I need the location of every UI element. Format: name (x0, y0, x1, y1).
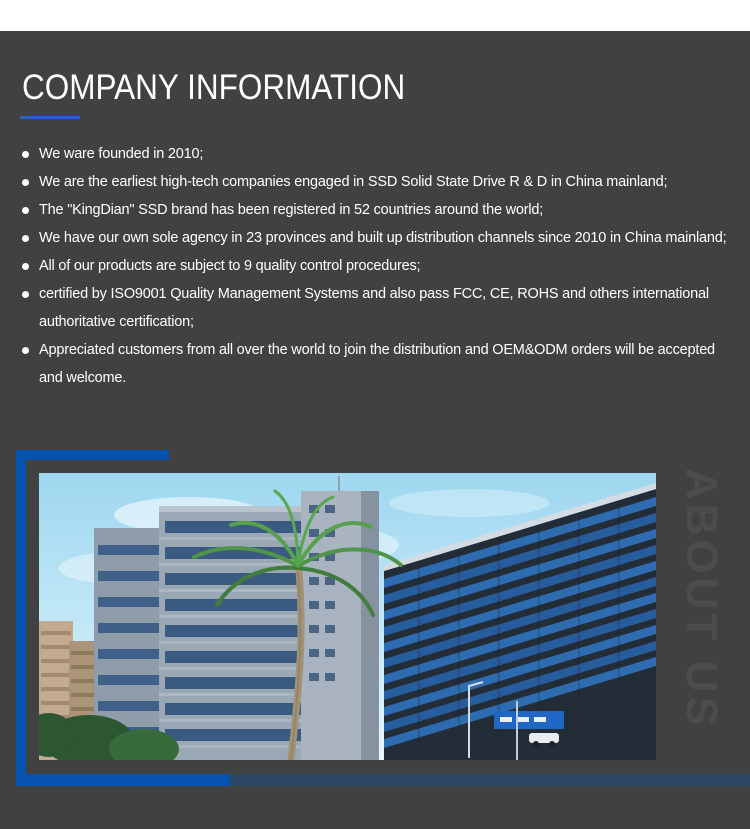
fact-text: The "KingDian" SSD brand has been registered in 52 countries around the world; (39, 202, 544, 218)
fact-text: We ware founded in 2010; (39, 146, 204, 162)
accent-bracket-top (16, 450, 169, 460)
company-fact (22, 252, 728, 280)
bullet-icon (22, 291, 29, 298)
fact-text: All of our products are subject to 9 quality control procedures; (39, 258, 421, 274)
about-us-watermark: ABOUT US (677, 468, 726, 730)
company-fact (22, 196, 728, 224)
page-title: COMPANY INFORMATION (22, 68, 406, 107)
car (529, 733, 559, 743)
bullet-icon (22, 235, 29, 242)
company-facts-list (22, 140, 728, 392)
bullet-icon (22, 207, 29, 214)
bullet-icon (22, 151, 29, 158)
company-fact (22, 140, 728, 168)
bullet-icon (22, 263, 29, 270)
company-fact (22, 280, 728, 336)
fact-text: Appreciated customers from all over the world to join the distribution and OEM&ODM orders will be accepted and welcome. (39, 342, 715, 386)
accent-bracket-vertical (16, 450, 26, 786)
company-fact (22, 168, 728, 196)
fact-text: We are the earliest high-tech companies engaged in SSD Solid State Drive R & D in China mainland; (39, 174, 668, 190)
title-underline (20, 116, 80, 119)
company-fact (22, 224, 728, 252)
company-building-photo (39, 473, 656, 760)
bullet-icon (22, 347, 29, 354)
company-fact (22, 336, 728, 392)
accent-bracket-bottom (16, 774, 230, 786)
fact-text: We have our own sole agency in 23 provinces and built up distribution channels since 2010 in China mainland; (39, 230, 727, 246)
fact-text: certified by ISO9001 Quality Management Systems and also pass FCC, CE, ROHS and others international authoritative certification; (39, 286, 709, 330)
top-strip (0, 0, 750, 31)
bullet-icon (22, 179, 29, 186)
accent-bar-muted (230, 774, 750, 786)
